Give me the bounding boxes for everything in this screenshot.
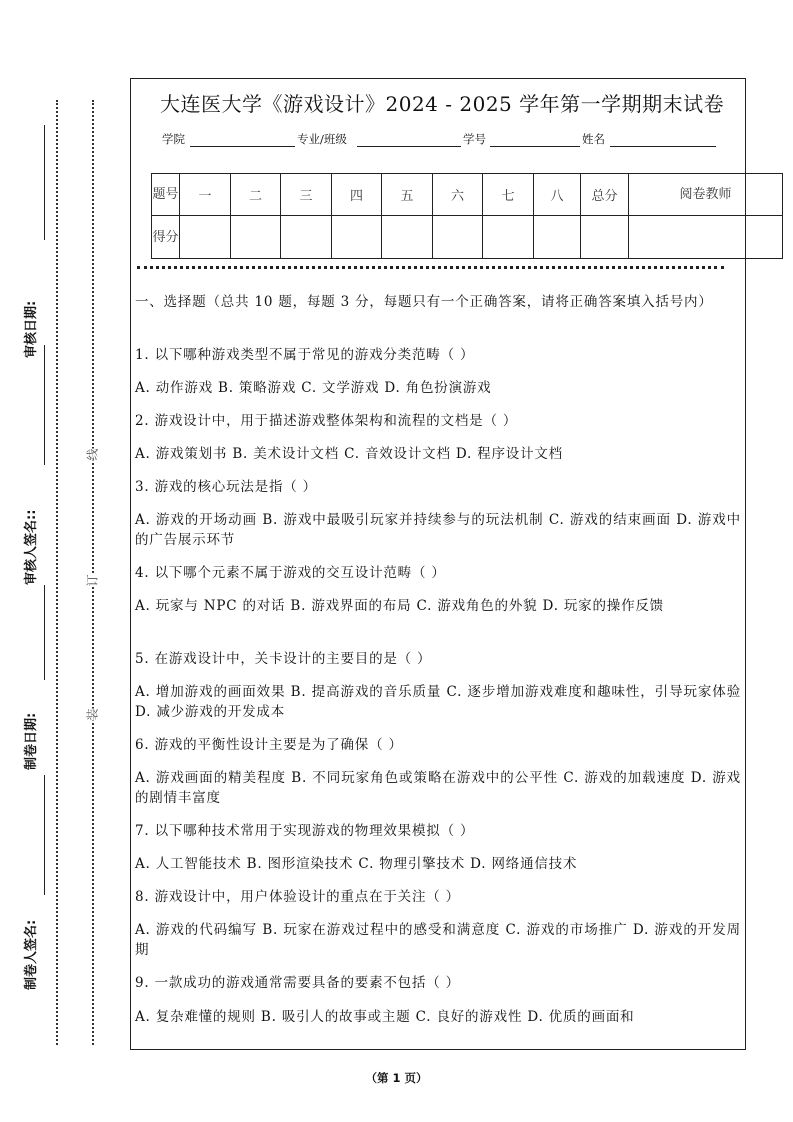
column-header: 二: [231, 174, 281, 216]
options: A. 人工智能技术 B. 图形渲染技术 C. 物理引擎技术 D. 网络通信技术: [135, 856, 578, 872]
college-field[interactable]: [190, 146, 295, 147]
student-id-field[interactable]: [490, 146, 580, 147]
column-header: 总分: [581, 174, 629, 216]
binding-char: 线: [85, 448, 100, 461]
question: 5. 在游戏设计中，关卡设计的主要目的是（ ）: [135, 651, 432, 667]
options: A. 玩家与 NPC 的对话 B. 游戏界面的布局 C. 游戏角色的外貌 D. 玩家的操作反馈: [135, 598, 664, 614]
column-header: 六: [433, 174, 483, 216]
binding-char: 订: [85, 574, 100, 587]
score-cell[interactable]: [433, 216, 483, 259]
name-field[interactable]: [610, 146, 716, 147]
separator: [137, 266, 724, 269]
options: A. 游戏策划书 B. 美术设计文档 C. 音效设计文档 D. 程序设计文档: [135, 446, 563, 462]
page-title: 大连医大学《游戏设计》2024 - 2025 学年第一学期期末试卷: [160, 92, 725, 116]
paper-maker-signature-label: 制卷人签名:: [24, 919, 39, 990]
score-cell[interactable]: [483, 216, 534, 259]
name-label: 姓名: [582, 132, 605, 146]
student-id-label: 学号: [463, 132, 486, 146]
score-cell[interactable]: [581, 216, 629, 259]
options: A. 游戏的代码编写 B. 玩家在游戏过程中的感受和满意度 C. 游戏的市场推广 D. 游戏的开发周期: [135, 922, 741, 958]
options: A. 复杂难懂的规则 B. 吸引人的故事或主题 C. 良好的游戏性 D. 优质的画面和: [135, 1009, 635, 1025]
score-cell[interactable]: [180, 216, 231, 259]
options: A. 游戏画面的精美程度 B. 不同玩家角色或策略在游戏中的公平性 C. 游戏的加载速度 D. 游戏的剧情丰富度: [135, 770, 741, 806]
column-header: 八: [534, 174, 581, 216]
review-date-label: 审核日期:: [24, 300, 39, 358]
binding-char: 装: [85, 708, 100, 721]
score-cell[interactable]: [231, 216, 281, 259]
question: 3. 游戏的核心玩法是指（ ）: [135, 479, 317, 495]
question: 7. 以下哪种技术常用于实现游戏的物理效果模拟（ ）: [135, 823, 475, 839]
question: 2. 游戏设计中，用于描述游戏整体架构和流程的文档是（ ）: [135, 413, 518, 429]
college-label: 学院: [162, 132, 185, 146]
signature-line: [44, 775, 45, 895]
score-cell[interactable]: [281, 216, 332, 259]
question: 8. 游戏设计中，用户体验设计的重点在于关注（ ）: [135, 889, 460, 905]
binding-dotted-line: [92, 100, 94, 1045]
score-table: [151, 173, 783, 259]
column-header: 五: [382, 174, 433, 216]
signature-line: [44, 345, 45, 465]
column-header: 七: [483, 174, 534, 216]
column-header: 三: [281, 174, 332, 216]
page-number: （第 1 页）: [365, 1071, 428, 1085]
question: 4. 以下哪个元素不属于游戏的交互设计范畴（ ）: [135, 565, 446, 581]
question: 9. 一款成功的游戏通常需要具备的要素不包括（ ）: [135, 975, 460, 991]
binding-dotted-line: [56, 100, 58, 1045]
options: A. 增加游戏的画面效果 B. 提高游戏的音乐质量 C. 逐步增加游戏难度和趣味性，引导玩家体验 D. 减少游戏的开发成本: [135, 684, 741, 720]
score-cell[interactable]: [382, 216, 433, 259]
major-label: 专业/班级: [297, 132, 347, 146]
score-cell[interactable]: [629, 216, 783, 259]
signature-line: [44, 585, 45, 680]
options: A. 游戏的开场动画 B. 游戏中最吸引玩家并持续参与的玩法机制 C. 游戏的结束画面 D. 游戏中的广告展示环节: [135, 512, 741, 548]
question: 1. 以下哪种游戏类型不属于常见的游戏分类范畴（ ）: [135, 347, 475, 363]
score-label: 得分: [152, 216, 180, 259]
question: 6. 游戏的平衡性设计主要是为了确保（ ）: [135, 737, 403, 753]
header-label: 题号: [152, 174, 180, 216]
column-header: 一: [180, 174, 231, 216]
paper-date-label: 制卷日期:: [24, 712, 39, 770]
signature-line: [44, 125, 45, 240]
reviewer-signature-label: 审核人签名::: [24, 509, 39, 585]
section-heading: 一、选择题（总共 10 题，每题 3 分，每题只有一个正确答案，请将正确答案填入括号内）: [135, 294, 713, 310]
score-cell[interactable]: [534, 216, 581, 259]
score-cell[interactable]: [332, 216, 382, 259]
options: A. 动作游戏 B. 策略游戏 C. 文学游戏 D. 角色扮演游戏: [135, 380, 492, 396]
column-header: 四: [332, 174, 382, 216]
major-field[interactable]: [357, 146, 461, 147]
column-header: 阅卷教师: [629, 174, 783, 216]
